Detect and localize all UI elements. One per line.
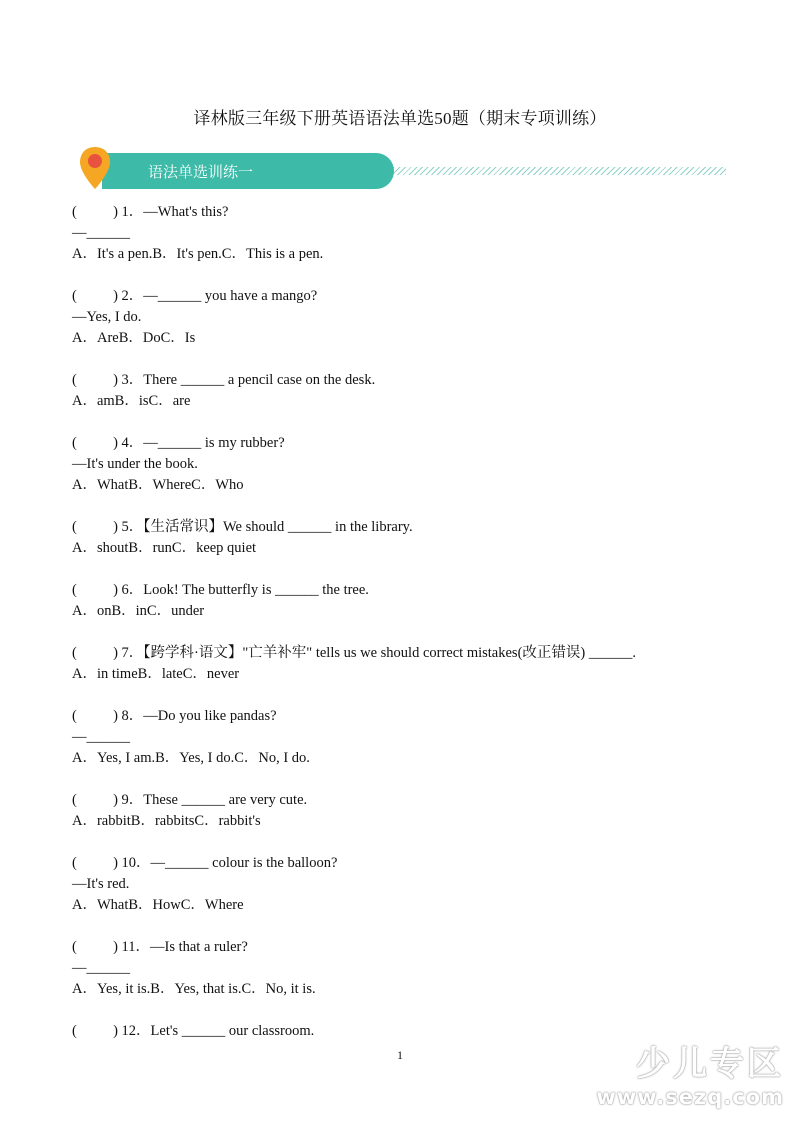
dialogue-reply: —It's under the book.: [72, 456, 198, 472]
question-stem: ( ) 5．【生活常识】We should ______ in the library.: [72, 519, 413, 535]
answer-options: A．WhatB．WhereC．Who: [72, 477, 244, 493]
answer-options: A．amB．isC．are: [72, 393, 191, 409]
question-5: [72, 517, 413, 559]
answer-options: A．Yes, it is.B．Yes, that is.C．No, it is.: [72, 981, 316, 997]
question-10: [72, 853, 337, 916]
answer-options: A．WhatB．HowC．Where: [72, 897, 244, 913]
question-stem: ( ) 3．There ______ a pencil case on the desk.: [72, 372, 376, 388]
question-stem: ( ) 2．—______ you have a mango?: [72, 288, 318, 304]
question-11: [72, 937, 316, 1000]
answer-options: A．shoutB．runC．keep quiet: [72, 540, 257, 556]
question-9: [72, 790, 307, 832]
question-stem: ( ) 7．【跨学科·语文】"亡羊补牢" tells us we should correct mistakes(改正错误) ______.: [72, 645, 636, 661]
question-stem: ( ) 1．—What's this?: [72, 204, 229, 220]
question-stem: ( ) 4．—______ is my rubber?: [72, 435, 285, 451]
answer-blank: —______: [72, 960, 130, 976]
page-number: 1: [397, 1048, 403, 1062]
location-pin-icon: [78, 145, 112, 191]
dialogue-reply: —Yes, I do.: [72, 309, 142, 325]
question-12: [72, 1021, 314, 1042]
answer-options: A．rabbitB．rabbitsC．rabbit's: [72, 813, 261, 829]
answer-options: A．Yes, I am.B．Yes, I do.C．No, I do.: [72, 750, 310, 766]
question-stem: ( ) 6．Look! The butterfly is ______ the tree.: [72, 582, 369, 598]
answer-blank: —______: [72, 729, 130, 745]
question-6: [72, 580, 369, 622]
watermark-url: www.sezq.com: [596, 1085, 784, 1109]
watermark-logo: [584, 1036, 784, 1116]
watermark-text: 少儿专区: [636, 1044, 784, 1084]
section-label: 语法单选训练一: [148, 163, 254, 181]
answer-options: A．It's a pen.B．It's pen.C．This is a pen.: [72, 246, 324, 262]
question-8: [72, 706, 310, 769]
question-4: [72, 433, 285, 496]
question-2: [72, 286, 317, 349]
answer-options: A．AreB．DoC．Is: [72, 330, 196, 346]
answer-options: A．onB．inC．under: [72, 603, 205, 619]
dialogue-reply: —It's red.: [72, 876, 130, 892]
answer-blank: —______: [72, 225, 130, 241]
question-stem: ( ) 8．—Do you like pandas?: [72, 708, 277, 724]
question-7: [72, 643, 636, 685]
answer-options: A．in timeB．lateC．never: [72, 666, 240, 682]
question-1: [72, 202, 323, 265]
section-banner: [78, 145, 730, 191]
question-3: [72, 370, 375, 412]
question-stem: ( ) 10．—______ colour is the balloon?: [72, 855, 338, 871]
document-title: 译林版三年级下册英语语法单选50题（期末专项训练）: [193, 109, 607, 128]
question-stem: ( ) 12．Let's ______ our classroom.: [72, 1023, 315, 1039]
question-stem: ( ) 9．These ______ are very cute.: [72, 792, 308, 808]
question-stem: ( ) 11．—Is that a ruler?: [72, 939, 248, 955]
